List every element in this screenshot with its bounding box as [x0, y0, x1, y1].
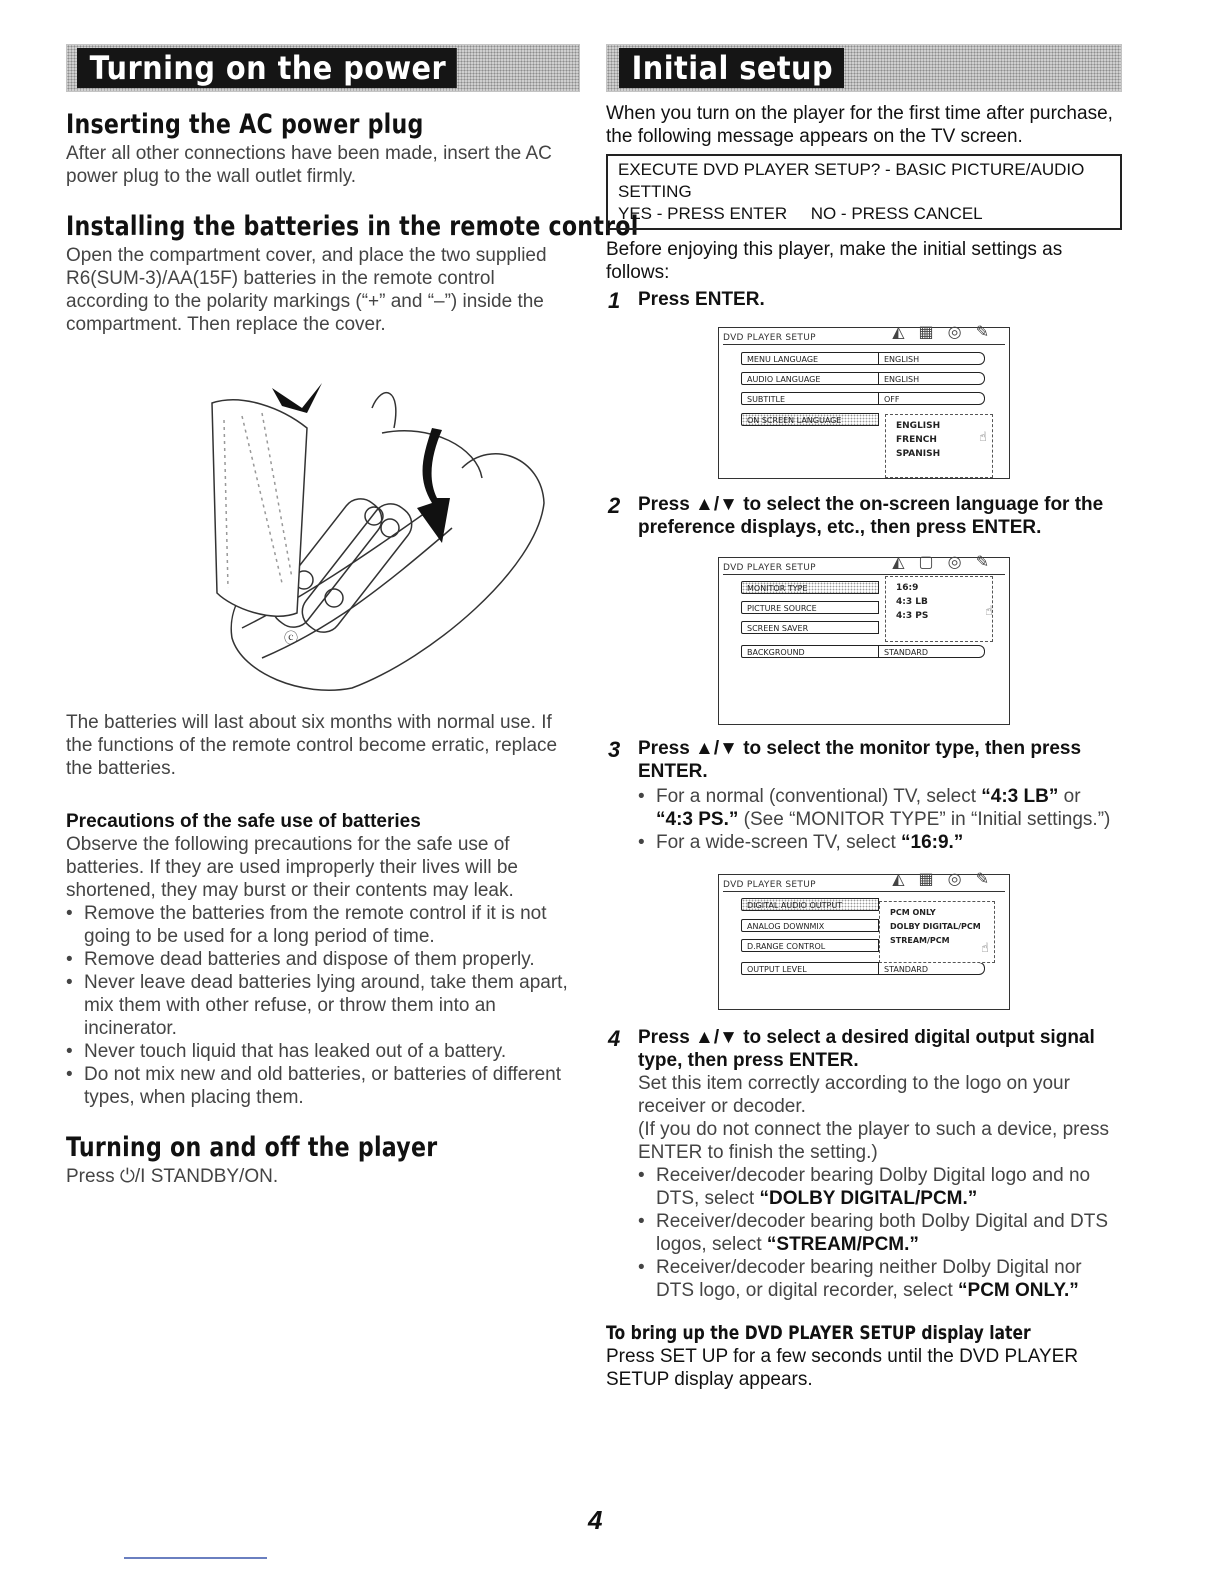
- onoff-heading: Turning on and off the player: [66, 1132, 438, 1163]
- precaution-item: • Never leave dead batteries lying around, take them apart, mix them with other refuse, or throw them into an incinerator.: [66, 971, 580, 1040]
- setup-message-box: [606, 154, 1122, 230]
- menu-row: MENU LANGUAGE ENGLISH: [741, 351, 985, 366]
- step-title: Press ENTER.: [638, 289, 765, 310]
- step-title: Press ▲/▼ to select the monitor type, then press ENTER.: [638, 738, 1082, 782]
- right-column: [606, 44, 1122, 1391]
- step-3: [606, 737, 1122, 854]
- hand-cursor-icon: ☝: [985, 604, 993, 619]
- step-number: 1: [608, 288, 621, 313]
- banner-title: Turning on the power: [77, 48, 457, 88]
- later-text: Press SET UP for a few seconds until the DVD PLAYER SETUP display appears.: [606, 1346, 1079, 1390]
- battery-life-text: The batteries will last about six months with normal use. If the functions of the remote control become erratic, replace the batteries.: [66, 712, 558, 779]
- step-number: 4: [608, 1026, 621, 1051]
- menu-row: DIGITAL AUDIO OUTPUT: [741, 897, 879, 912]
- precaution-item: • Do not mix new and old batteries, or batteries of different types, when placing them.: [66, 1063, 580, 1109]
- message-line: YES - PRESS ENTER NO - PRESS CANCEL: [618, 204, 983, 223]
- setup-tab-icons: ◭▦◎✎: [892, 869, 1003, 888]
- menu-row: ON SCREEN LANGUAGE: [741, 412, 879, 427]
- screen-header: DVD PLAYER SETUP: [723, 563, 816, 573]
- precautions-heading: Precautions of the safe use of batteries: [66, 811, 421, 832]
- bullet-item: • Receiver/decoder bearing both Dolby Digital and DTS logos, select “STREAM/PCM.”: [638, 1210, 1122, 1256]
- step-1: [606, 288, 1122, 311]
- setup-tab-icons: ◭▢◎✎: [892, 552, 1003, 571]
- setup-intro: When you turn on the player for the first time after purchase, the following message appears on the TV screen.: [606, 103, 1113, 147]
- language-popup: ENGLISH FRENCH SPANISH: [885, 414, 993, 478]
- step-2: [606, 493, 1122, 539]
- remote-battery-illustration: [132, 368, 552, 703]
- menu-row: D.RANGE CONTROL: [741, 938, 879, 953]
- later-heading: To bring up the DVD PLAYER SETUP display later: [606, 1322, 1031, 1344]
- menu-row: BACKGROUND STANDARD: [741, 644, 985, 659]
- step-number: 3: [608, 737, 621, 762]
- menu-row: SUBTITLE OFF: [741, 391, 985, 406]
- bullet-item: • For a normal (conventional) TV, select “4:3 LB” or “4:3 PS.” (See “MONITOR TYPE” in “Initial settings.”): [638, 785, 1122, 831]
- precaution-item: • Never touch liquid that has leaked out of a battery.: [66, 1040, 580, 1063]
- step-title: Press ▲/▼ to select a desired digital output signal type, then press ENTER.: [638, 1027, 1095, 1071]
- setup-tab-icons: ◭▦◎✎: [892, 322, 1003, 341]
- step-number: 2: [608, 493, 621, 518]
- ac-text: After all other connections have been made, insert the AC power plug to the wall outlet firmly.: [66, 143, 552, 187]
- message-line: EXECUTE DVD PLAYER SETUP? - BASIC PICTURE/AUDIO: [618, 160, 1085, 179]
- menu-row: ANALOG DOWNMIX: [741, 918, 879, 933]
- left-column: [66, 44, 639, 1188]
- screen-header: DVD PLAYER SETUP: [723, 880, 816, 890]
- svg-text:ⓒ: ⓒ: [284, 631, 298, 647]
- menu-row: OUTPUT LEVEL STANDARD: [741, 961, 985, 976]
- battery-heading: Installing the batteries in the remote control: [66, 211, 639, 242]
- precaution-item: • Remove dead batteries and dispose of them properly.: [66, 948, 580, 971]
- section-banner-setup: [606, 44, 1122, 92]
- banner-title: Initial setup: [619, 48, 844, 88]
- setup-screen-language: [718, 322, 1010, 479]
- footer-rule: [124, 1557, 267, 1559]
- menu-row: PICTURE SOURCE: [741, 600, 879, 615]
- menu-row: SCREEN SAVER: [741, 620, 879, 635]
- precautions-list: [66, 902, 580, 1109]
- message-line: SETTING: [618, 182, 692, 201]
- hand-cursor-icon: ☝: [981, 941, 989, 956]
- setup-screen-picture: [718, 552, 1010, 725]
- bullet-item: • Receiver/decoder bearing Dolby Digital logo and no DTS, select “DOLBY DIGITAL/PCM.”: [638, 1164, 1122, 1210]
- ac-heading: Inserting the AC power plug: [66, 109, 424, 140]
- screen-header: DVD PLAYER SETUP: [723, 333, 816, 343]
- precautions-intro: Observe the following precautions for the safe use of batteries. If they are used improperly their lives will be shortened, they may burst or their contents may leak.: [66, 834, 518, 901]
- menu-row: MONITOR TYPE: [741, 580, 879, 595]
- battery-text: Open the compartment cover, and place the two supplied R6(SUM-3)/AA(15F) batteries in the remote control according to the polarity markings (“+” and “–”) inside the compartment. Then replace the cover.: [66, 245, 547, 335]
- menu-row: AUDIO LANGUAGE ENGLISH: [741, 371, 985, 386]
- monitor-popup: 16:9 4:3 LB 4:3 PS: [885, 576, 993, 642]
- step4-text: Set this item correctly according to the logo on your receiver or decoder.: [638, 1073, 1070, 1117]
- step-title: Press ▲/▼ to select the on-screen language for the preference displays, etc., then press ENTER.: [638, 494, 1104, 538]
- precaution-item: • Remove the batteries from the remote control if it is not going to be used for a long period of time.: [66, 902, 580, 948]
- step-4: [606, 1026, 1122, 1302]
- step4-text: (If you do not connect the player to such a device, press ENTER to finish the setting.): [638, 1119, 1110, 1163]
- power-icon: ⏻/I: [119, 1166, 146, 1187]
- onoff-text: Press ⏻/I STANDBY/ON.: [66, 1166, 279, 1187]
- hand-cursor-icon: ☝: [979, 430, 987, 445]
- section-banner-power: [66, 44, 580, 92]
- step4-bullets: [638, 1164, 1122, 1302]
- step3-bullets: [638, 785, 1122, 854]
- audio-popup: PCM ONLY DOLBY DIGITAL/PCM STREAM/PCM: [879, 901, 995, 963]
- setup-screen-audio: [718, 869, 1010, 1010]
- bullet-item: • For a wide-screen TV, select “16:9.”: [638, 831, 1122, 854]
- page-number: 4: [588, 1505, 603, 1535]
- bullet-item: • Receiver/decoder bearing neither Dolby Digital nor DTS logo, or digital recorder, select “PCM ONLY.”: [638, 1256, 1122, 1302]
- before-text: Before enjoying this player, make the initial settings as follows:: [606, 239, 1063, 283]
